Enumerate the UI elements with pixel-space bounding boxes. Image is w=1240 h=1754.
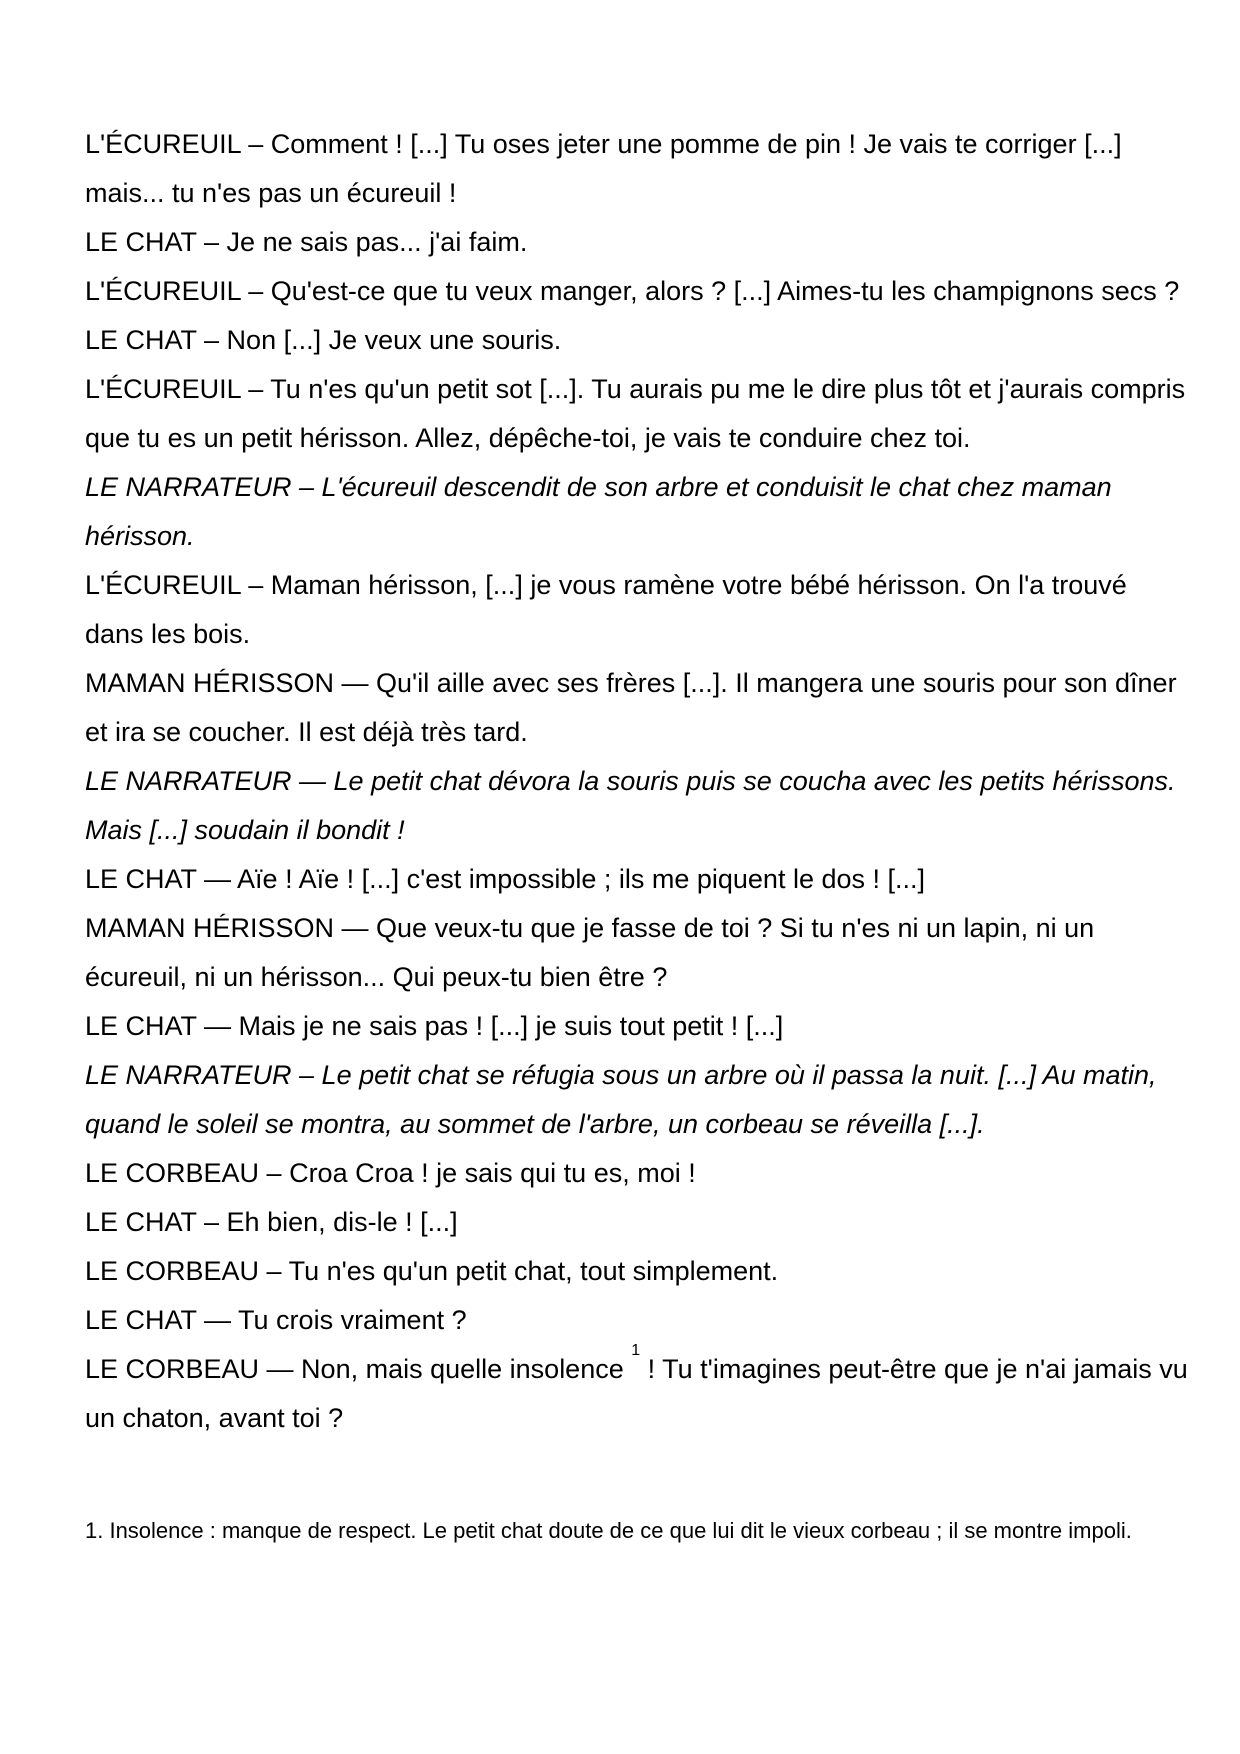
- footnote: [85, 1518, 1190, 1544]
- footnote-text: 1. Insolence : manque de respect. Le petit chat doute de ce que lui dit le vieux corbeau ; il se montre impoli.: [85, 1518, 1132, 1543]
- dialogue-line: LE CHAT — Aïe ! Aïe ! [...] c'est impossible ; ils me piquent le dos ! [...]: [85, 864, 926, 894]
- dialogue-line-start: LE CORBEAU — Non, mais quelle insolence: [85, 1354, 632, 1384]
- dialogue-line: L'ÉCUREUIL – Comment ! [...] Tu oses jeter une pomme de pin ! Je vais te corriger [...] mais... tu n'es pas un écureuil !: [85, 129, 1122, 208]
- dialogue-line: L'ÉCUREUIL – Maman hérisson, [...] je vous ramène votre bébé hérisson. On l'a trouvé dans les bois.: [85, 570, 1127, 649]
- narration-line: LE NARRATEUR — Le petit chat dévora la souris puis se coucha avec les petits hérissons. Mais [...] soudain il bondit !: [85, 766, 1176, 845]
- dialogue-line: MAMAN HÉRISSON — Que veux-tu que je fasse de toi ? Si tu n'es ni un lapin, ni un écureuil, ni un hérisson... Qui peux-tu bien être ?: [85, 913, 1095, 992]
- dialogue-line: LE CORBEAU – Tu n'es qu'un petit chat, tout simplement.: [85, 1256, 779, 1286]
- narration-line: LE NARRATEUR – L'écureuil descendit de son arbre et conduisit le chat chez maman hérisson.: [85, 472, 1112, 551]
- dialogue-line: LE CHAT – Eh bien, dis-le ! [...]: [85, 1207, 458, 1237]
- dialogue-line-end: ! Tu t'imagines peut-être que je n'ai jamais vu un chaton, avant toi ?: [85, 1354, 1188, 1433]
- dialogue-line: LE CORBEAU – Croa Croa ! je sais qui tu es, moi !: [85, 1158, 696, 1188]
- dialogue-line: MAMAN HÉRISSON — Qu'il aille avec ses frères [...]. Il mangera une souris pour son dîner et ira se coucher. Il est déjà très tard.: [85, 668, 1177, 747]
- dialogue-line-with-footnote: [85, 1342, 1190, 1443]
- dialogue-text: [85, 120, 1190, 1443]
- dialogue-line: L'ÉCUREUIL – Qu'est-ce que tu veux manger, alors ? [...] Aimes-tu les champignons secs ?: [85, 276, 1180, 306]
- dialogue-line: LE CHAT — Tu crois vraiment ?: [85, 1305, 467, 1335]
- dialogue-line: L'ÉCUREUIL – Tu n'es qu'un petit sot [...]. Tu aurais pu me le dire plus tôt et j'aurais compris que tu es un petit hérisson. Allez, dépêche-toi, je vais te conduire chez toi.: [85, 374, 1186, 453]
- dialogue-line: LE CHAT — Mais je ne sais pas ! [...] je suis tout petit ! [...]: [85, 1011, 784, 1041]
- dialogue-line: LE CHAT – Non [...] Je veux une souris.: [85, 325, 562, 355]
- dialogue-line: LE CHAT – Je ne sais pas... j'ai faim.: [85, 227, 528, 257]
- narration-line: LE NARRATEUR – Le petit chat se réfugia sous un arbre où il passa la nuit. [...] Au matin, quand le soleil se montra, au sommet de l'arbre, un corbeau se réveilla [...].: [85, 1060, 1157, 1139]
- footnote-reference: 1: [631, 1342, 641, 1359]
